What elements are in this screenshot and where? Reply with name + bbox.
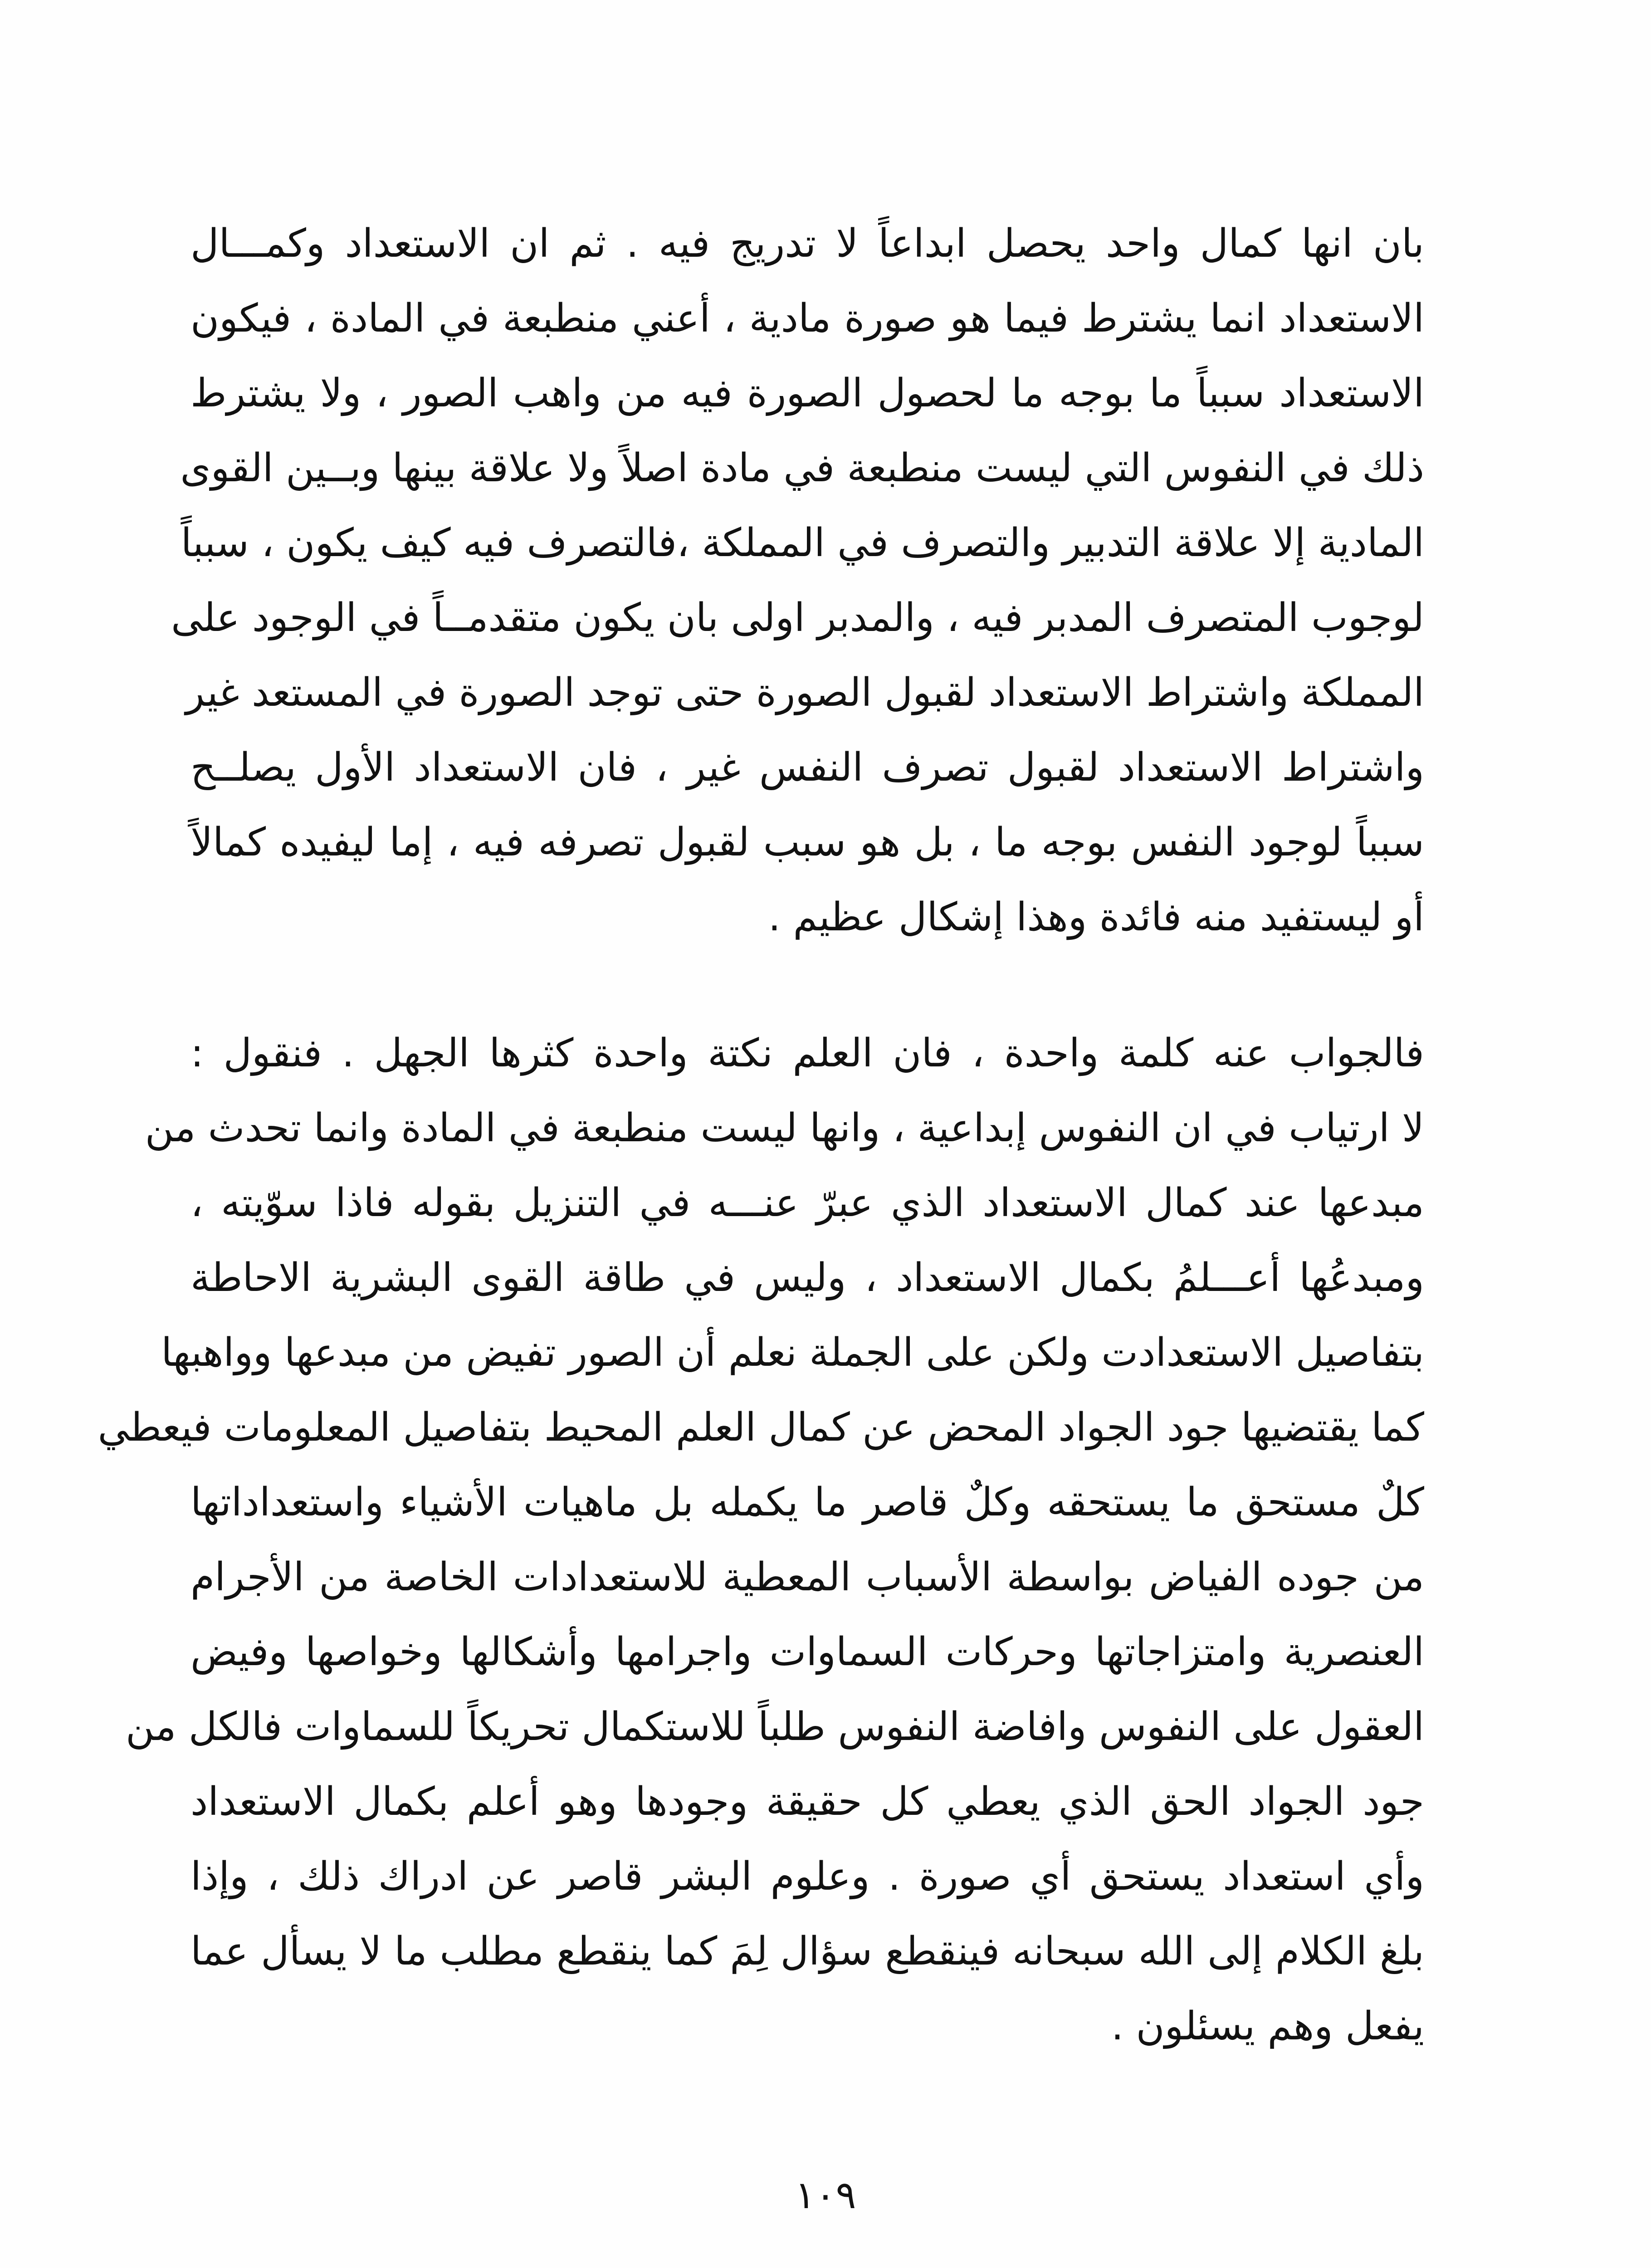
text-line: كلٌ مستحق ما يستحقه وكلٌ قاصر ما يكمله بل ماهيات الأشياء واستعداداتها bbox=[190, 1480, 1424, 1525]
paragraph-1 bbox=[171, 206, 1424, 955]
text-line: بان انها كمال واحد يحصل ابداعاً لا تدريج فيه . ثم ان الاستعداد وكمـــال bbox=[190, 221, 1424, 266]
text-line: بلغ الكلام إلى الله سبحانه فينقطع سؤال لِمَ كما ينقطع مطلب ما لا يسأل عما bbox=[190, 1929, 1424, 1974]
paragraph-2 bbox=[98, 1016, 1424, 2064]
text-line: المملكة واشتراط الاستعداد لقبول الصورة حتى توجد الصورة في المستعد غير bbox=[186, 670, 1424, 715]
text-line: مبدعها عند كمال الاستعداد الذي عبرّ عنـــه في التنزيل بقوله فاذا سوّيته ، bbox=[190, 1180, 1424, 1226]
text-line: لا ارتياب في ان النفوس إبداعية ، وانها ليست منطبعة في المادة وانما تحدث من bbox=[145, 1105, 1424, 1151]
text-line: لوجوب المتصرف المدبر فيه ، والمدبر اولى بان يكون متقدمــاً في الوجود على bbox=[171, 595, 1424, 640]
text-line: ومبدعُها أعـــلمُ بكمال الاستعداد ، وليس في طاقة القوى البشرية الاحاطة bbox=[190, 1255, 1424, 1300]
text-line: سبباً لوجود النفس بوجه ما ، بل هو سبب لقبول تصرفه فيه ، إما ليفيده كمالاً bbox=[190, 820, 1424, 865]
text-line: وأي استعداد يستحق أي صورة . وعلوم البشر قاصر عن ادراك ذلك ، وإذا bbox=[190, 1854, 1424, 1899]
text-line: يفعل وهم يسئلون . bbox=[1111, 2004, 1424, 2049]
page-number: ١٠٩ bbox=[795, 2173, 856, 2217]
text-line: العنصرية وامتزاجاتها وحركات السماوات واجرامها وأشكالها وخواصها وفيض bbox=[190, 1629, 1424, 1675]
text-line: الاستعداد سبباً ما بوجه ما لحصول الصورة فيه من واهب الصور ، ولا يشترط bbox=[190, 371, 1424, 416]
text-line: كما يقتضيها جود الجواد المحض عن كمال العلم المحيط بتفاصيل المعلومات فيعطي bbox=[98, 1405, 1424, 1450]
text-line: فالجواب عنه كلمة واحدة ، فان العلم نكتة واحدة كثرها الجهل . فنقول : bbox=[190, 1031, 1424, 1076]
text-line: من جوده الفياض بواسطة الأسباب المعطية للاستعدادات الخاصة من الأجرام bbox=[190, 1554, 1424, 1600]
text-line: جود الجواد الحق الذي يعطي كل حقيقة وجودها وهو أعلم بكمال الاستعداد bbox=[190, 1779, 1424, 1824]
text-line: بتفاصيل الاستعدادت ولكن على الجملة نعلم أن الصور تفيض من مبدعها وواهبها bbox=[161, 1330, 1424, 1375]
text-line: أو ليستفيد منه فائدة وهذا إشكال عظيم . bbox=[768, 894, 1424, 940]
text-line: واشتراط الاستعداد لقبول تصرف النفس غير ، فان الاستعداد الأول يصلــح bbox=[190, 745, 1424, 790]
text-line: ذلك في النفوس التي ليست منطبعة في مادة اصلاً ولا علاقة بينها وبــين القوى bbox=[180, 445, 1424, 491]
text-line: العقول على النفوس وافاضة النفوس طلباً للاستكمال تحريكاً للسماوات فالكل من bbox=[125, 1704, 1424, 1750]
text-line: الاستعداد انما يشترط فيما هو صورة مادية ، أعني منطبعة في المادة ، فيكون bbox=[190, 296, 1424, 341]
text-line: المادية إلا علاقة التدبير والتصرف في المملكة ،فالتصرف فيه كيف يكون ، سبباً bbox=[181, 520, 1424, 566]
